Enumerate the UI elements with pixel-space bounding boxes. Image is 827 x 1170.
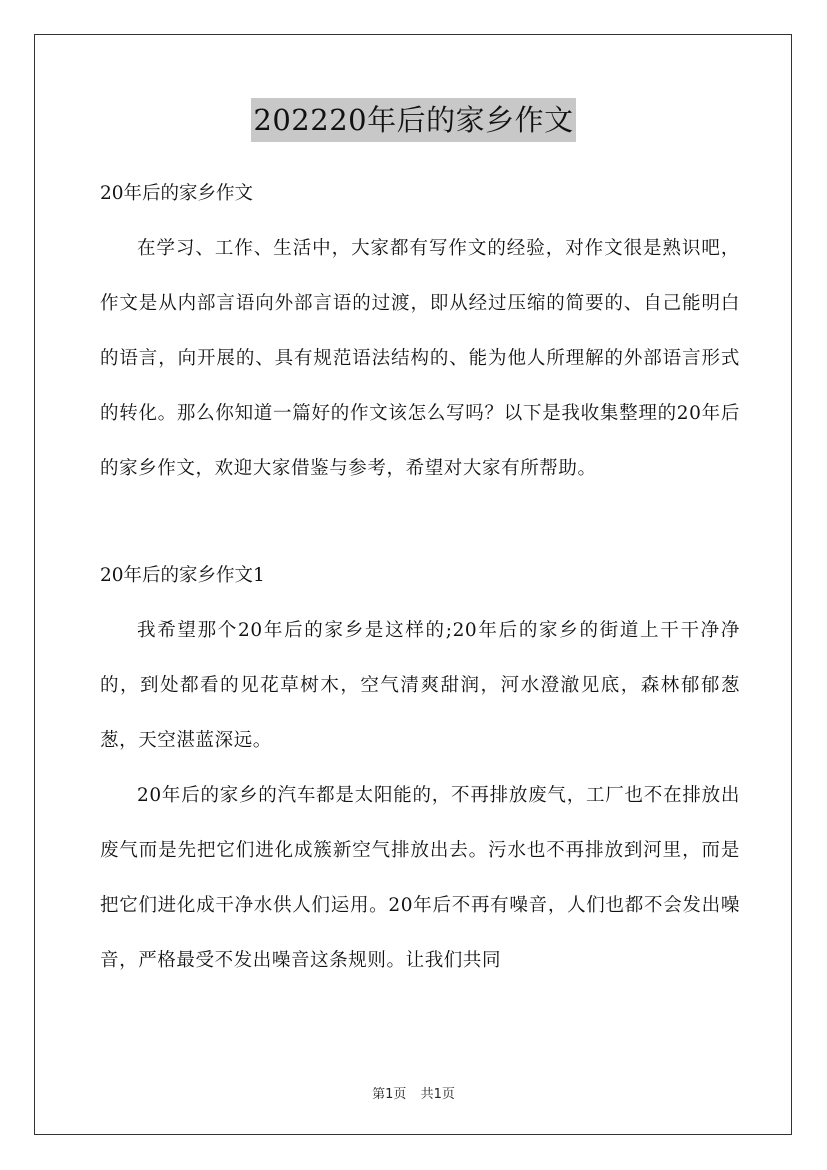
document-body bbox=[100, 166, 740, 988]
intro-heading: 20年后的家乡作文 bbox=[100, 183, 254, 204]
title-container bbox=[0, 98, 827, 142]
section1-paragraph-2: 20年后的家乡的汽车都是太阳能的，不再排放废气，工厂也不在排放出废气而是先把它们进化成簇新空气排放出去。污水也不再排放到河里，而是把它们进化成干净水供人们运用。20年后不再有噪音，人们也都不会发出噪音，严格最受不发出噪音这条规则。让我们共同 bbox=[100, 785, 740, 971]
section-gap bbox=[100, 496, 740, 548]
page-footer bbox=[0, 1083, 827, 1102]
page-number: 第1页 bbox=[372, 1087, 407, 1102]
document-title: 202220年后的家乡作文 bbox=[251, 98, 575, 142]
section1-paragraph-1: 我希望那个20年后的家乡是这样的;20年后的家乡的街道上干干净净的，到处都看的见花草树木，空气清爽甜润，河水澄澈见底，森林郁郁葱葱，天空湛蓝深远。 bbox=[100, 620, 740, 751]
section1-heading: 20年后的家乡作文1 bbox=[100, 565, 265, 586]
page-total: 共1页 bbox=[420, 1087, 455, 1102]
intro-paragraph: 在学习、工作、生活中，大家都有写作文的经验，对作文很是熟识吧，作文是从内部言语向外部言语的过渡，即从经过压缩的简要的、自己能明白的语言，向开展的、具有规范语法结构的、能为他人所理解的外部语言形式的转化。那么你知道一篇好的作文该怎么写吗？以下是我收集整理的20年后的家乡作文，欢迎大家借鉴与参考，希望对大家有所帮助。 bbox=[100, 238, 740, 479]
